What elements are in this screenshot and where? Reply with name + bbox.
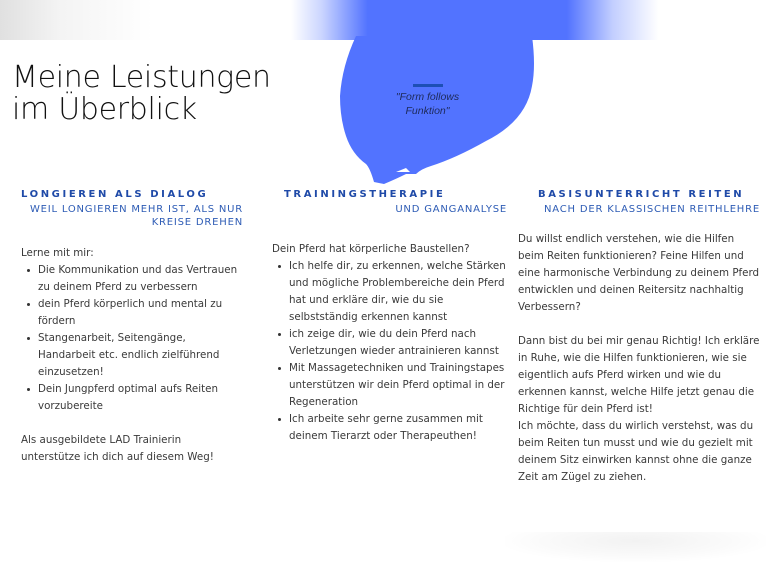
intro-text: Dein Pferd hat körperliche Baustellen?	[272, 243, 470, 255]
service-subheading: NACH DER KLASSISCHEN REITHLEHRE	[544, 204, 760, 215]
list-item: Die Kommunikation und das Vertrauen zu deinem Pferd zu verbessern	[21, 262, 243, 296]
page-title: Meine Leistungen im Überblick	[12, 60, 271, 127]
list-item: Ich helfe dir, zu erkennen, welche Stärken und mögliche Problembereiche dein Pferd hat und erkläre dir, wie du sie selbstständig erkennen kannst	[272, 258, 507, 326]
service-description	[518, 231, 760, 486]
service-heading: TRAININGSTHERAPIE	[284, 189, 446, 200]
quote-text: "Form follows Funktion"	[395, 91, 460, 117]
paragraph: Ich möchte, dass du wirlich verstehst, was du beim Reiten tun musst und wie du gezielt mit deinem Sitz einwirken kannst ohne die ganze Zeit am Zügel zu ziehen.	[518, 420, 754, 483]
service-trainingstherapie	[272, 188, 507, 445]
list-item: Dein Jungpferd optimal aufs Reiten vorzubereite	[21, 381, 243, 415]
bullet-list	[21, 262, 243, 415]
intro-text: Lerne mit mir:	[21, 247, 94, 259]
spacer	[21, 415, 243, 432]
top-gradient-band	[0, 0, 766, 40]
list-item: Ich arbeite sehr gerne zusammen mit deinem Tierarzt oder Therapeuthen!	[272, 411, 507, 445]
bottom-shadow-decoration	[505, 532, 766, 562]
service-subheading: WEIL LONGIEREN MEHR IST, ALS NUR KREISE DREHEN	[29, 204, 243, 228]
list-item: Stangenarbeit, Seitengänge, Handarbeit etc. endlich zielführend einzusetzen!	[21, 330, 243, 381]
service-basisunterricht	[518, 188, 760, 486]
paragraph: Dann bist du bei mir genau Richtig! Ich erkläre in Ruhe, wie die Hilfen funktionieren, wie sie eigentlich aufs Pferd wirken und wie du erkennen kannst, welche Hilfe jetzt genau die Richtige für dein Pferd ist!	[518, 335, 760, 415]
motto-quote	[380, 84, 475, 118]
bullet-list	[272, 258, 507, 445]
paragraph: Du willst endlich verstehen, wie die Hilfen beim Reiten funktionieren? Feine Hilfen und eine harmonische Verbindung zu deinem Pferd entwicklen und deinen Reitersitz nachhaltig Verbessern?	[518, 233, 760, 313]
service-heading: BASISUNTERRICHT REITEN	[538, 189, 745, 200]
spacer	[518, 316, 760, 333]
service-longieren	[21, 188, 243, 466]
service-description	[272, 241, 507, 445]
list-item: ich zeige dir, wie du dein Pferd nach Verletzungen wieder antrainieren kannst	[272, 326, 507, 360]
service-heading: LONGIEREN ALS DIALOG	[21, 189, 209, 200]
service-subheading: UND GANGANALYSE	[395, 204, 507, 215]
quote-accent-line	[413, 84, 443, 87]
service-description	[21, 245, 243, 466]
list-item: dein Pferd körperlich und mental zu fördern	[21, 296, 243, 330]
list-item: Mit Massagetechniken und Trainingstapes unterstützen wir dein Pferd optimal in der Regeneration	[272, 360, 507, 411]
outro-text: Als ausgebildete LAD Trainierin unterstütze ich dich auf diesem Weg!	[21, 434, 214, 463]
